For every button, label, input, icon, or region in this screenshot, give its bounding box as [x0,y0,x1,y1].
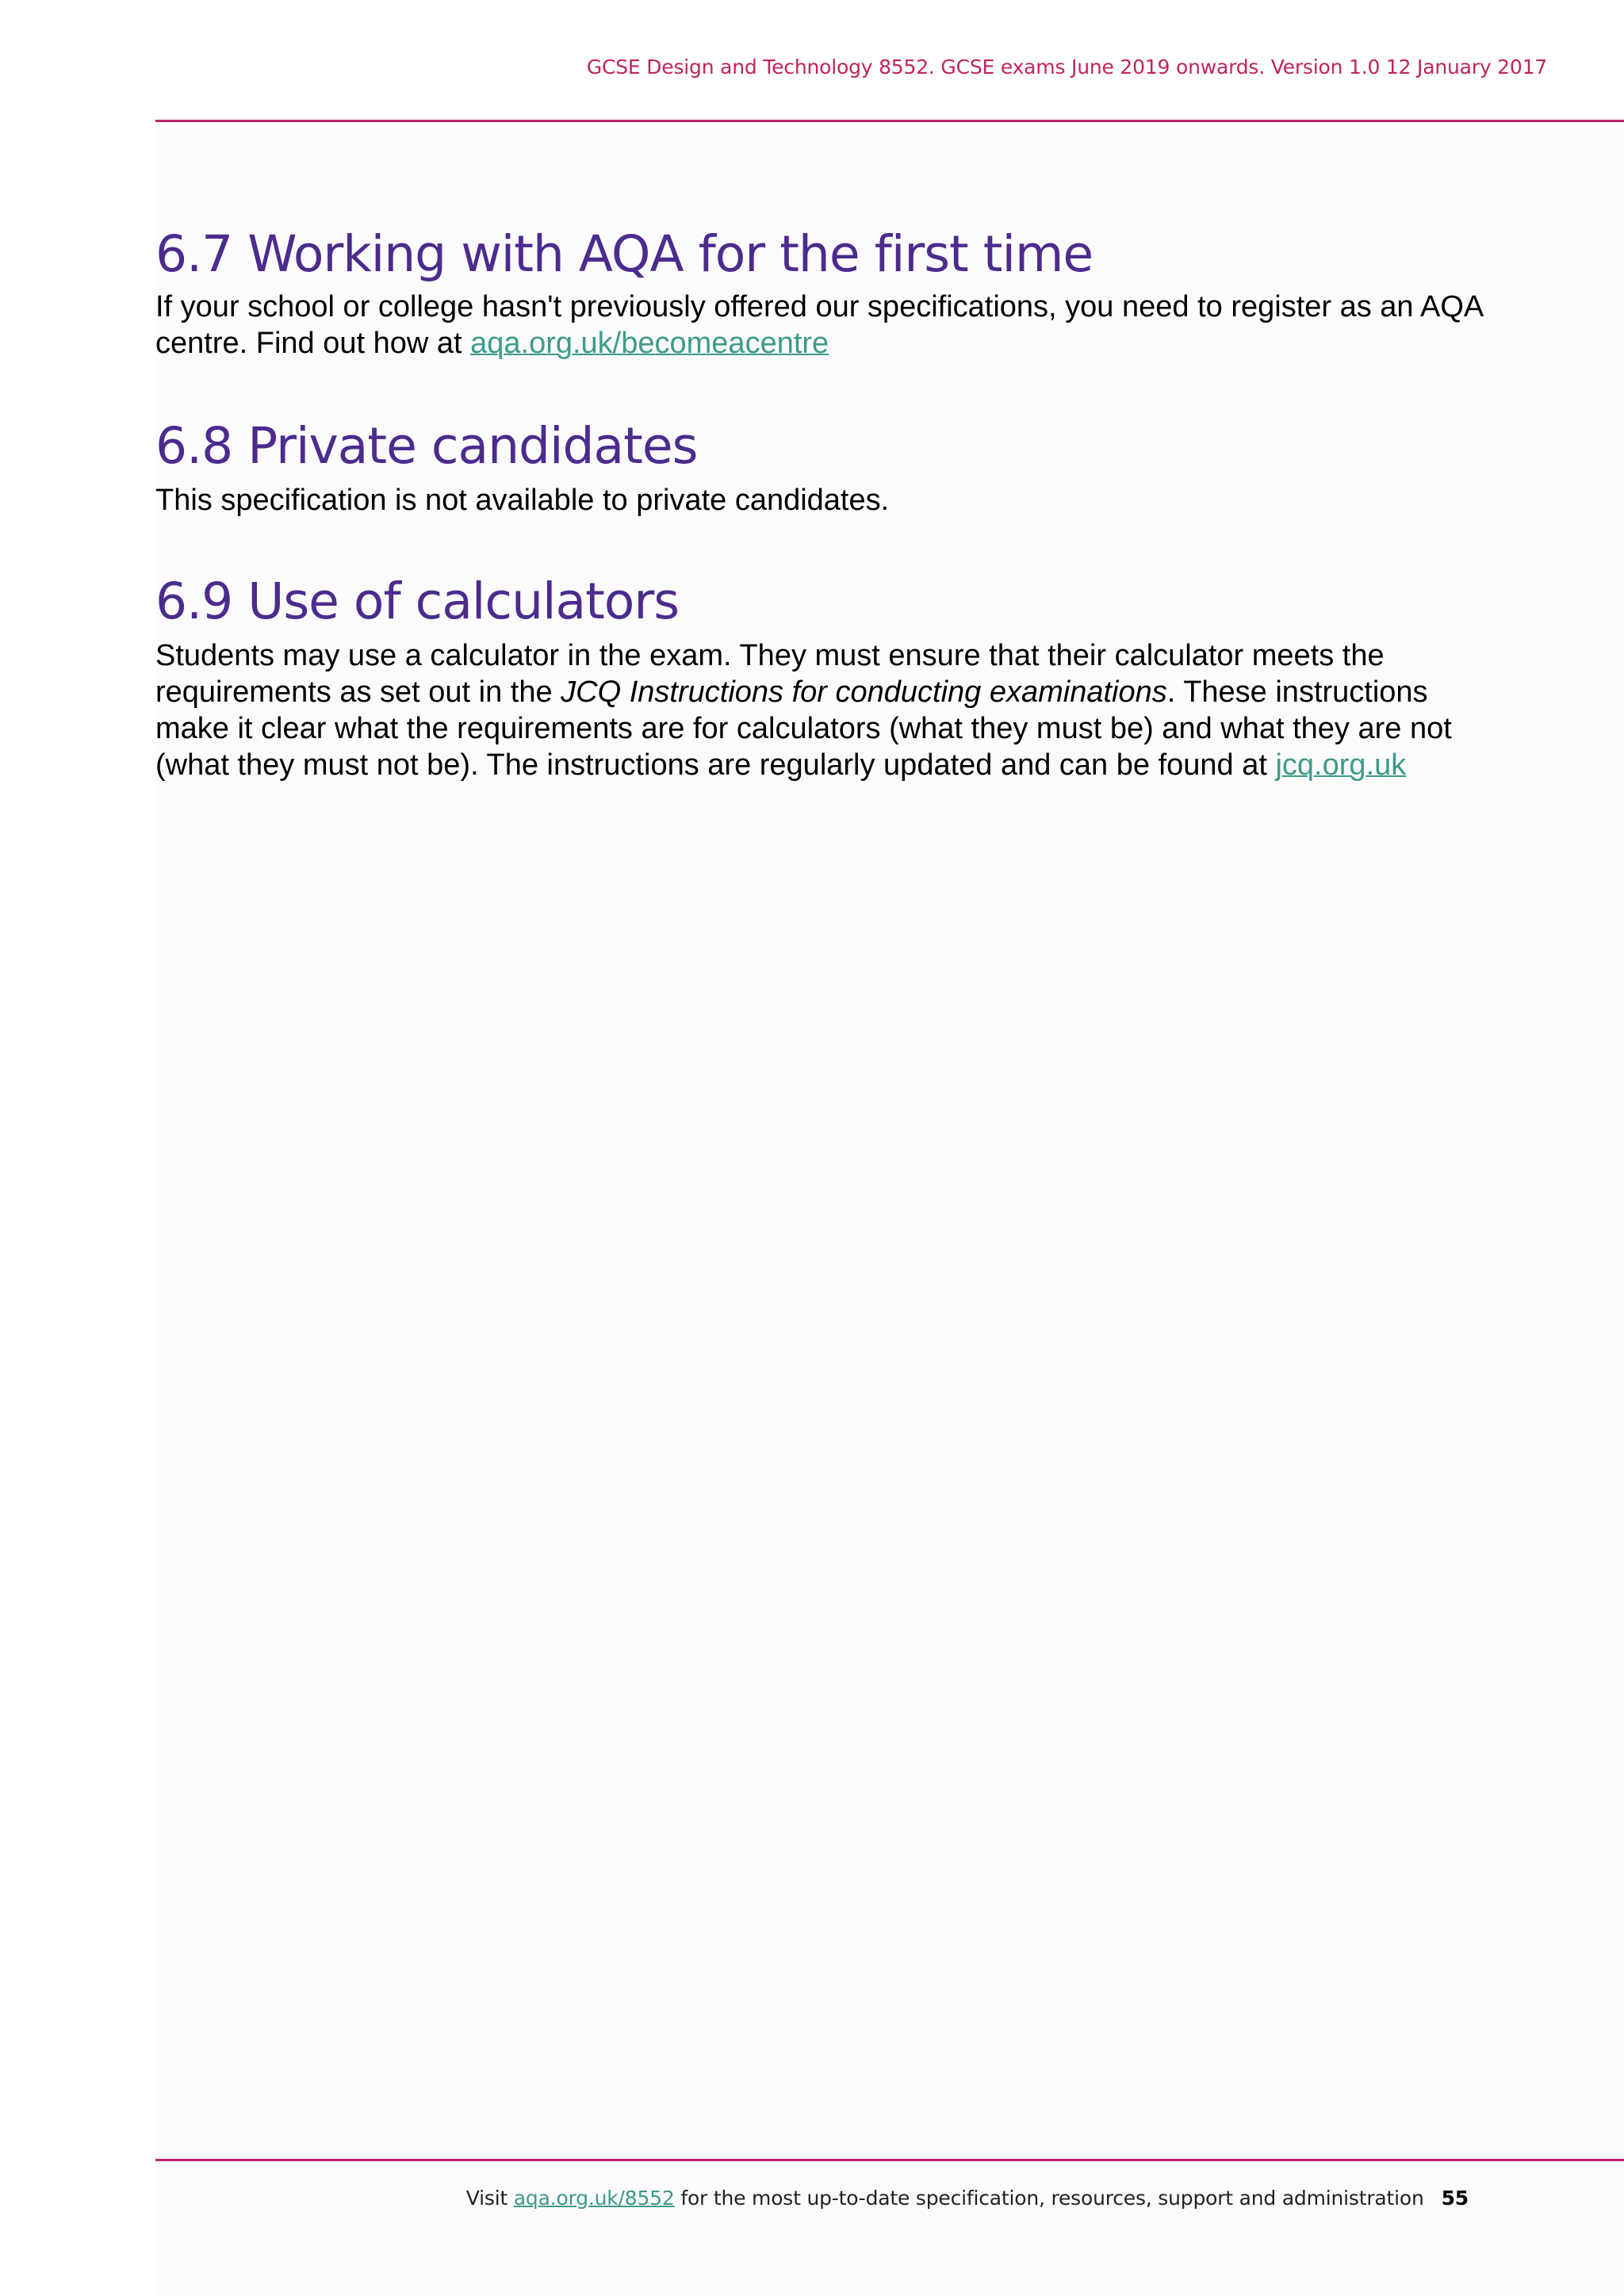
section-use-of-calculators [155,569,1488,783]
jcq-link[interactable]: jcq.org.uk [1275,748,1407,782]
section-paragraph: This specification is not available to private candidates. [155,484,890,517]
page-footer [466,2187,1469,2210]
section-heading: 6.8 Private candidates [155,417,698,475]
section-paragraph [155,637,1488,783]
footer-rule [155,2159,1624,2161]
running-header: GCSE Design and Technology 8552. GCSE exams June 2019 onwards. Version 1.0 12 January 2017 [586,55,1547,78]
section-working-with-aqa [155,222,1488,362]
page-content [155,222,1488,783]
section-heading: 6.9 Use of calculators [155,572,680,630]
spec-link[interactable]: aqa.org.uk/8552 [513,2187,675,2210]
footer-text: for the most up-to-date specification, resources, support and administration [674,2187,1424,2210]
section-heading: 6.7 Working with AQA for the first time [155,225,1094,283]
page-number: 55 [1441,2187,1469,2210]
footer-text: Visit [465,2187,514,2210]
paragraph-text: If your school or college hasn't previously offered our specifications, you need to register as an AQA centre. Find out how at [155,290,1483,360]
paragraph-text: Students may use a calculator in the exam. They must ensure that their calculator meets the requirements as set out in the [155,639,1385,709]
paragraph-text: . These instructions make it clear what the requirements are for calculators (what they must be) and what they are not (what they must not be). The instructions are regularly updated and can be found at [155,675,1452,782]
become-a-centre-link[interactable]: aqa.org.uk/becomeacentre [470,327,829,360]
section-private-candidates [155,414,1488,519]
header-rule [155,120,1624,122]
jcq-instructions-title: JCQ Instructions for conducting examinations [561,675,1167,709]
section-paragraph [155,289,1488,362]
